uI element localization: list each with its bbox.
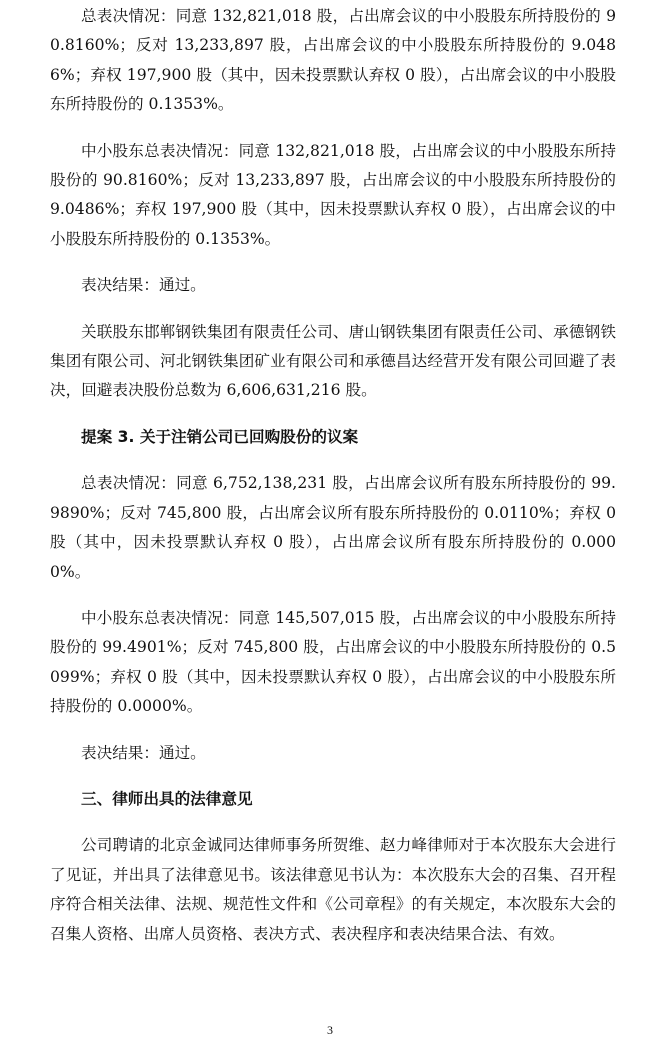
total-vote-paragraph-proposal-2: 总表决情况：同意 132,821,018 股，占出席会议的中小股股东所持股份的 90.8160%；反对 13,233,897 股，占出席会议的中小股股东所持股份的 9.0486%；弃权 197,900 股（其中，因未投票默认弃权 0 股），占出席会议的中小股股东所持股份的 0.1353%。 (50, 7, 616, 114)
total-vote-paragraph-proposal-3: 总表决情况：同意 6,752,138,231 股，占出席会议所有股东所持股份的 99.9890%；反对 745,800 股，占出席会议所有股东所持股份的 0.0110%；弃权 0 股（其中，因未投票默认弃权 0 股），占出席会议所有股东所持股份的 0.0000%。 (50, 474, 616, 581)
legal-opinion-paragraph: 公司聘请的北京金诚同达律师事务所贺维、赵力峰律师对于本次股东大会进行了见证，并出具了法律意见书。该法律意见书认为：本次股东大会的召集、召开程序符合相关法律、法规、规范性文件和《公司章程》的有关规定，本次股东大会的召集人资格、出席人员资格、表决方式、表决程序和表决结果合法、有效。 (50, 836, 616, 943)
minority-vote-paragraph-proposal-2: 中小股东总表决情况：同意 132,821,018 股，占出席会议的中小股股东所持股份的 90.8160%；反对 13,233,897 股，占出席会议的中小股股东所持股份的 9.0486%；弃权 197,900 股（其中，因未投票默认弃权 0 股），占出席会议的中小股股东所持股份的 0.1353%。 (50, 141, 616, 248)
related-shareholders-paragraph: 关联股东邯郸钢铁集团有限责任公司、唐山钢铁集团有限责任公司、承德钢铁集团有限公司、河北钢铁集团矿业有限公司和承德昌达经营开发有限公司回避了表决，回避表决股份总数为 6,606,631,216 股。 (50, 322, 616, 400)
proposal-3-heading: 提案 3. 关于注销公司已回购股份的议案 (81, 427, 359, 446)
legal-opinion-heading: 三、律师出具的法律意见 (81, 789, 253, 808)
page-number: 3 (327, 1023, 333, 1037)
vote-result-proposal-3: 表决结果：通过。 (81, 743, 206, 762)
vote-result-proposal-2: 表决结果：通过。 (81, 276, 206, 295)
minority-vote-paragraph-proposal-3: 中小股东总表决情况：同意 145,507,015 股，占出席会议的中小股股东所持股份的 99.4901%；反对 745,800 股，占出席会议的中小股股东所持股份的 0.5099%；弃权 0 股（其中，因未投票默认弃权 0 股），占出席会议的中小股股东所持股份的 0.0000%。 (50, 608, 616, 716)
document-page (50, 0, 616, 949)
